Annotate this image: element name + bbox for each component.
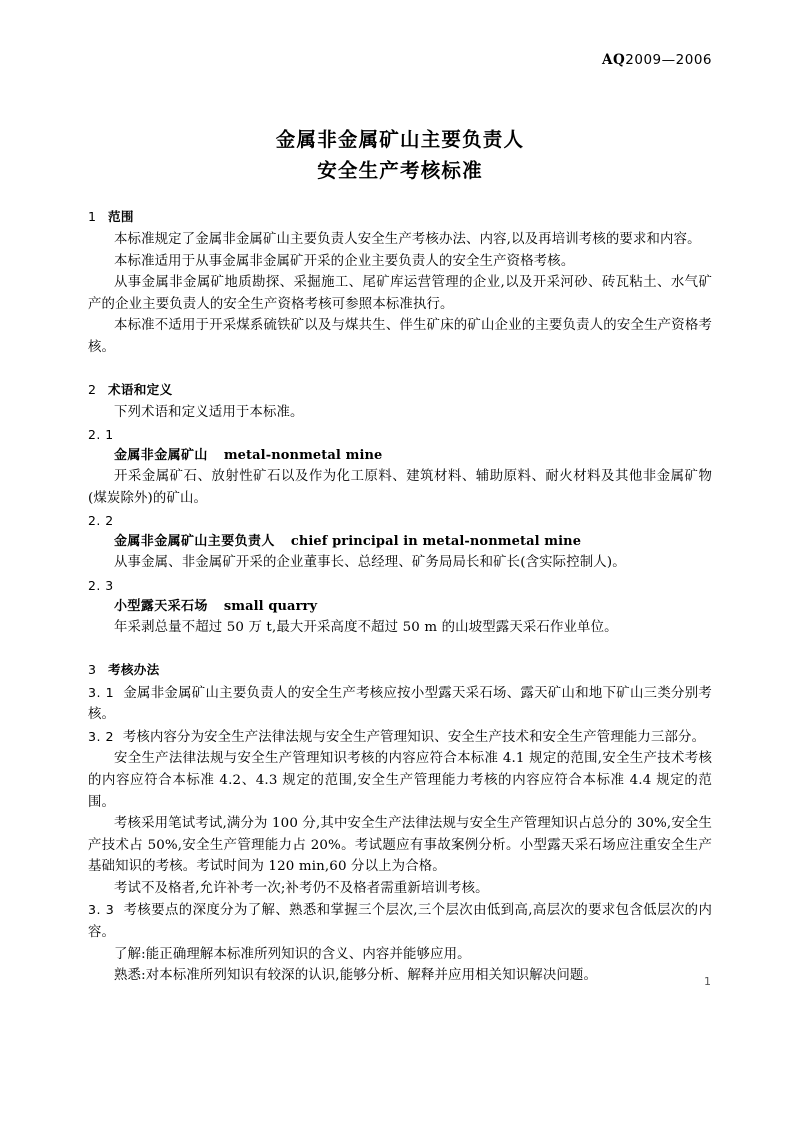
clause-title-1: 范围 — [108, 209, 134, 224]
term-number-2-3: 2. 3 — [88, 577, 114, 593]
running-header — [88, 52, 712, 72]
term-definition-2-3: 年采剥总量不超过 50 万 t,最大开采高度不超过 50 m 的山坡型露天采石作业单位。 — [114, 619, 618, 635]
clause-2-intro: 下列术语和定义适用于本标准。 — [114, 404, 304, 420]
term-english-2-3: small quarry — [223, 598, 318, 614]
title-line-2: 安全生产考核标准 — [317, 159, 483, 182]
clause-3-3 — [88, 899, 712, 943]
term-chinese-2-2: 金属非金属矿山主要负责人 — [114, 534, 275, 550]
clause-3-2-number: 3. 2 — [88, 728, 115, 744]
term-definition-2-2: 从事金属、非金属矿开采的企业董事长、总经理、矿务局局长和矿长(含实际控制人)。 — [114, 555, 626, 571]
term-english-2-2: chief principal in metal-nonmetal mine — [290, 534, 582, 550]
term-entry-2-3 — [88, 596, 712, 617]
clause-1-paragraph-1: 本标准规定了金属非金属矿山主要负责人安全生产考核办法、内容,以及再培训考核的要求和内容。 — [114, 232, 701, 247]
term-chinese-2-3: 小型露天采石场 — [114, 598, 208, 614]
clause-number-1: 1 — [88, 209, 97, 224]
clause-1-paragraph-3: 从事金属非金属矿地质勘探、采掘施工、尾矿库运营管理的企业,以及开采河砂、砖瓦粘土、水气矿产的企业主要负责人的安全生产资格考核可参照本标准执行。 — [88, 275, 712, 312]
clause-3-3-sub-1: 了解:能正确理解本标准所列知识的含义、内容并能够应用。 — [114, 946, 471, 962]
clause-heading-2 — [88, 380, 712, 399]
term-chinese-2-1: 金属非金属矿山 — [114, 448, 208, 464]
page-content — [88, 52, 712, 987]
clause-number-3: 3 — [88, 661, 97, 677]
clause-3-2-sub-1: 安全生产法律法规与安全生产管理知识考核的内容应符合本标准 4.1 规定的范围,安全生产技术考核的内容应符合本标准 4.2、4.3 规定的范围,安全生产管理能力考核的内容应符合本标准 4.4 规定的范围。 — [88, 751, 712, 810]
term-definition-2-1: 开采金属矿石、放射性矿石以及作为化工原料、建筑材料、辅助原料、耐火材料及其他非金属矿物(煤炭除外)的矿山。 — [88, 469, 712, 506]
clause-3-1-text: 金属非金属矿山主要负责人的安全生产考核应按小型露天采石场、露天矿山和地下矿山三类分别考核。 — [88, 685, 712, 723]
clause-number-2: 2 — [88, 381, 97, 397]
page-number: 1 — [704, 975, 711, 988]
term-entry-2-2 — [88, 531, 712, 552]
document-title — [88, 124, 712, 186]
term-number-2-1: 2. 1 — [88, 427, 114, 443]
clause-1-paragraph-4: 本标准不适用于开采煤系硫铁矿以及与煤共生、伴生矿床的矿山企业的主要负责人的安全生产资格考核。 — [88, 318, 712, 355]
clause-3-1 — [88, 682, 712, 726]
clause-3-2 — [88, 726, 712, 749]
clause-3-2-sub-2: 考核采用笔试考试,满分为 100 分,其中安全生产法律法规与安全生产管理知识占总分的 30%,安全生产技术占 50%,安全生产管理能力占 20%。考试题应有事故案例分析。小型露天采石场应注重安全生产基础知识的考核。考试时间为 120 min,60 分以上为合格。 — [88, 816, 712, 875]
clause-title-2: 术语和定义 — [108, 381, 173, 397]
clause-heading-1 — [88, 207, 712, 226]
title-line-1: 金属非金属矿山主要负责人 — [275, 128, 525, 151]
clause-title-3: 考核办法 — [108, 661, 160, 677]
term-english-2-1: metal-nonmetal mine — [223, 448, 383, 464]
clause-heading-3 — [88, 660, 712, 679]
clause-3-3-sub-2: 熟悉:对本标准所列知识有较深的认识,能够分析、解释并应用相关知识解决问题。 — [114, 968, 597, 984]
standard-number: 2009—2006 — [625, 52, 712, 68]
clause-3-3-number: 3. 3 — [88, 902, 115, 918]
clause-3-1-number: 3. 1 — [88, 684, 115, 700]
clause-3-3-text: 考核要点的深度分为了解、熟悉和掌握三个层次,三个层次由低到高,高层次的要求包含低层次的内容。 — [88, 903, 712, 941]
clause-1-paragraph-2: 本标准适用于从事金属非金属矿开采的企业主要负责人的安全生产资格考核。 — [114, 253, 575, 269]
clause-3-2-sub-3: 考试不及格者,允许补考一次;补考仍不及格者需重新培训考核。 — [114, 880, 489, 896]
standard-prefix: AQ — [602, 52, 626, 68]
clause-3-2-text: 考核内容分为安全生产法律法规与安全生产管理知识、安全生产技术和安全生产管理能力三部分。 — [122, 729, 706, 745]
term-entry-2-1 — [88, 445, 712, 466]
term-number-2-2: 2. 2 — [88, 513, 114, 529]
